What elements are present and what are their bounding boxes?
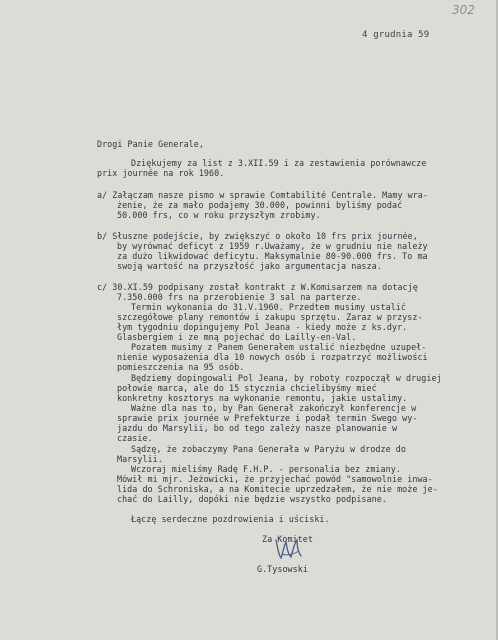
text-line: jazdu do Marsylii, bo od tego zależy nasze planowanie w	[117, 423, 398, 433]
letter-date: 4 grudnia 59	[362, 30, 430, 40]
text-line: Mówił mi mjr. Jeżowicki, że przyjechać powód "samowolnie inwa-	[117, 474, 433, 484]
text-line: Sądzę, że zobaczymy Pana Generała w Paryżu w drodze do	[131, 444, 406, 454]
text-line: Wczoraj mieliśmy Radę F.H.P. - personalia bez zmiany.	[131, 464, 401, 474]
text-line: Drogi Panie Generale,	[97, 139, 204, 149]
text-line: nienie wyposażenia dla 10 nowych osób i rozpatrzyć możliwości	[117, 352, 428, 362]
handwritten-signature	[272, 534, 304, 564]
text-line: b/ Słuszne podejście, by zwiększyć o około 10 frs prix journée,	[97, 231, 418, 241]
text-line: G.Tysowski	[257, 564, 308, 574]
text-line: Ważne dla nas to, by Pan Generał zakończył konferencje w	[131, 403, 417, 413]
text-line: by wyrównać deficyt z 1959 r.Uważamy, że w grudniu nie należy	[117, 241, 428, 251]
text-line: żenie, że za mało podajemy 30.000, powinni byliśmy podać	[117, 200, 403, 210]
text-line: Marsylii.	[117, 454, 163, 464]
text-line: Dziękujemy za list z 3.XII.59 i za zestawienia porównawcze	[131, 158, 427, 168]
text-line: a/ Załączam nasze pismo w sprawie Comtabilité Centrale. Mamy wra-	[97, 190, 428, 200]
archive-number: 302	[452, 3, 475, 17]
text-line: Za Komitet	[262, 534, 313, 544]
text-line: pomieszczenia na 95 osób.	[117, 362, 245, 372]
text-line: połowie marca, ale do 15 stycznia chcielibyśmy mieć	[117, 383, 377, 393]
text-line: Łączę serdeczne pozdrowienia i uściski.	[131, 514, 330, 524]
text-line: swoją wartość na przyszłość jako argumentacja nasza.	[117, 261, 382, 271]
text-line: szczegółowe plany remontów i zakupu sprzętu. Zaraz w przysz-	[117, 312, 423, 322]
text-line: c/ 30.XI.59 podpisany został kontrakt z W.Komisarzem na dotację	[97, 282, 418, 292]
text-line: prix journée na rok 1960.	[97, 168, 225, 178]
text-line: konkretny kosztorys na wykonanie remontu, jakie ustalimy.	[117, 393, 408, 403]
text-line: za dużo likwidować deficytu. Maksymalnie 80-90.000 frs. To ma	[117, 251, 428, 261]
text-line: Glasbergiem i ze mną pojechać do Lailly-en-Val.	[117, 332, 357, 342]
text-line: łym tygodniu dopingujemy Pol Jeana - kiedy może z ks.dyr.	[117, 322, 408, 332]
text-line: 7.350.000 frs na przerobienie 3 sal na parterze.	[117, 292, 362, 302]
text-line: 50.000 frs, co w roku przyszłym zrobimy.	[117, 210, 321, 220]
text-line: Będziemy dopingowali Pol Jeana, by roboty rozpoczął w drugiej	[131, 373, 442, 383]
text-line: sprawie prix journée w Prefekturze i podał termin Swego wy-	[117, 413, 418, 423]
text-line: chać do Lailly, dopóki nie będzie wszystko podpisane.	[117, 494, 387, 504]
text-line: Termin wykonania do 31.V.1960. Przedtem musimy ustalić	[131, 302, 406, 312]
text-line: lida do Schroniska, a na Komitecie uprzedzałem, że nie może je-	[117, 484, 438, 494]
text-line: Pozatem musimy z Panem Generałem ustalić niezbędne uzupeł-	[131, 342, 427, 352]
text-line: czasie.	[117, 433, 153, 443]
